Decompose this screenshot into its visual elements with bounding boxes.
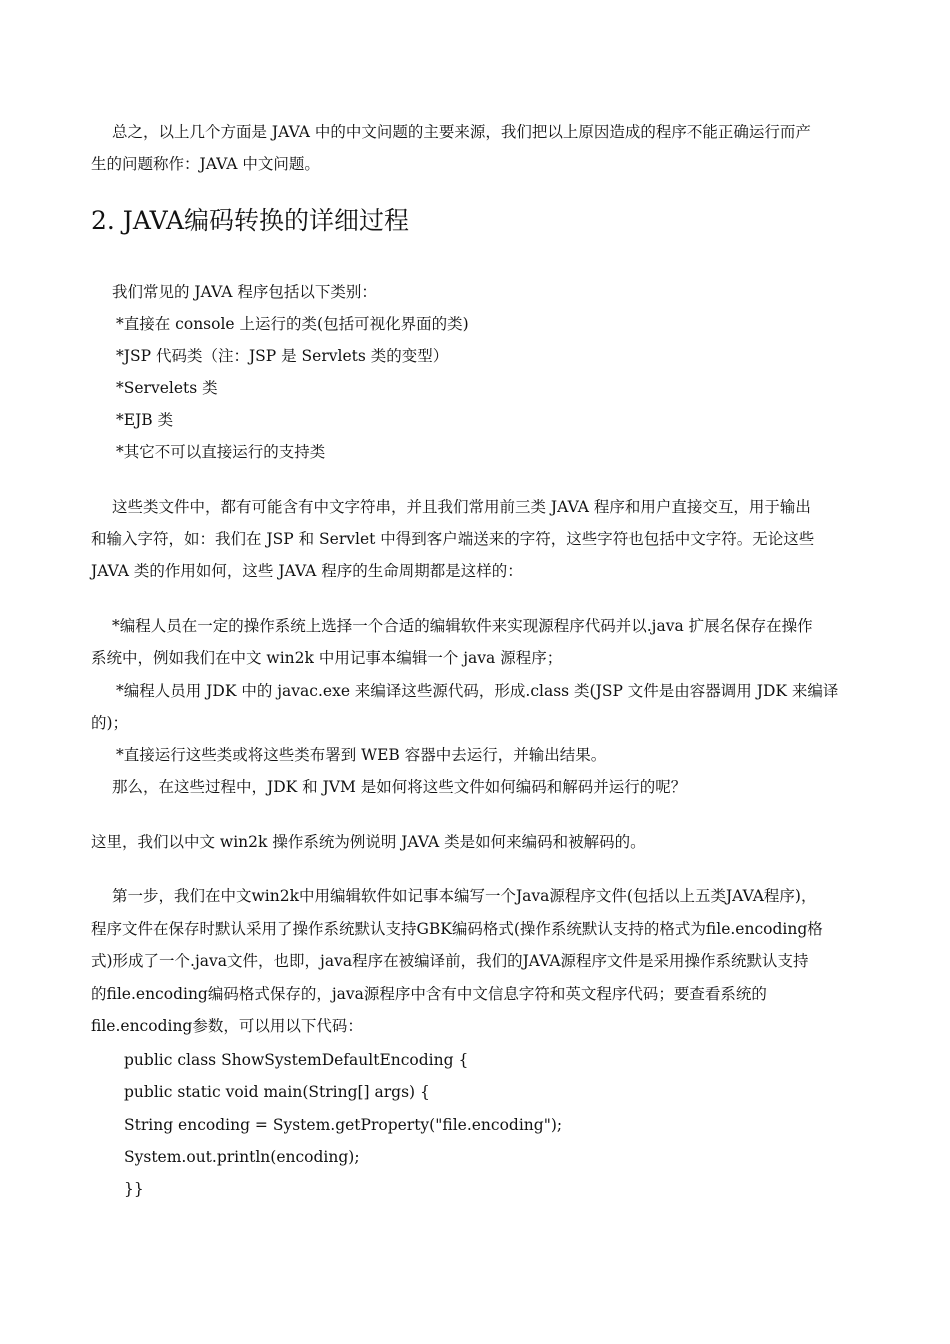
lifecycle-step-3: *直接运行这些类或将这些类布署到 WEB 容器中去运行，并输出结果。 — [116, 746, 607, 764]
code-line: String encoding = System.getProperty("file.encoding"); — [124, 1116, 563, 1134]
program-type-item: *Servelets 类 — [116, 379, 218, 397]
paragraph-4-line-5: file.encoding参数，可以用以下代码： — [91, 1017, 363, 1035]
code-line: System.out.println(encoding); — [124, 1148, 360, 1166]
program-type-item: *JSP 代码类（注：JSP 是 Servlets 类的变型） — [116, 347, 449, 365]
paragraph-4-line-2: 程序文件在保存时默认采用了操作系统默认支持GBK编码格式(操作系统默认支持的格式为file.encoding格 — [91, 920, 823, 938]
lifecycle-step-2-line-2: 的)； — [91, 714, 129, 732]
section-heading: 2. JAVA编码转换的详细过程 — [91, 206, 410, 235]
program-type-item: *直接在 console 上运行的类(包括可视化界面的类) — [116, 315, 469, 333]
paragraph-2-line-3: JAVA 类的作用如何，这些 JAVA 程序的生命周期都是这样的： — [91, 562, 523, 580]
lifecycle-step-1-line-2: 系统中，例如我们在中文 win2k 中用记事本编辑一个 java 源程序； — [91, 649, 563, 667]
paragraph-4-line-4: 的file.encoding编码格式保存的，java源程序中含有中文信息字符和英文程序代码；要查看系统的 — [91, 985, 767, 1003]
program-types-intro: 我们常见的 JAVA 程序包括以下类别： — [112, 283, 377, 301]
code-line: }} — [124, 1180, 144, 1198]
paragraph-3: 这里，我们以中文 win2k 操作系统为例说明 JAVA 类是如何来编码和被解码的。 — [91, 833, 646, 851]
lifecycle-question: 那么，在这些过程中，JDK 和 JVM 是如何将这些文件如何编码和解码并运行的呢？ — [112, 778, 687, 796]
paragraph-4-line-3: 式)形成了一个.java文件，也即，java程序在被编译前，我们的JAVA源程序文件是采用操作系统默认支持 — [91, 952, 809, 970]
program-type-item: *EJB 类 — [116, 411, 174, 429]
paragraph-1-line-1: 总之，以上几个方面是 JAVA 中的中文问题的主要来源，我们把以上原因造成的程序不能正确运行而产 — [112, 123, 811, 141]
paragraph-4-line-1: 第一步，我们在中文win2k中用编辑软件如记事本编写一个Java源程序文件(包括以上五类JAVA程序)， — [112, 887, 817, 905]
lifecycle-step-2-line-1: *编程人员用 JDK 中的 javac.exe 来编译这些源代码，形成.class 类(JSP 文件是由容器调用 JDK 来编译 — [116, 682, 839, 700]
paragraph-2-line-2: 和输入字符，如：我们在 JSP 和 Servlet 中得到客户端送来的字符，这些字符也包括中文字符。无论这些 — [91, 530, 815, 548]
program-type-item: *其它不可以直接运行的支持类 — [116, 443, 326, 461]
lifecycle-step-1-line-1: *编程人员在一定的操作系统上选择一个合适的编辑软件来实现源程序代码并以.java 扩展名保存在操作 — [112, 617, 813, 635]
code-line: public class ShowSystemDefaultEncoding { — [124, 1051, 469, 1069]
paragraph-1-line-2: 生的问题称作：JAVA 中文问题。 — [91, 155, 320, 173]
code-line: public static void main(String[] args) { — [124, 1083, 430, 1101]
paragraph-2-line-1: 这些类文件中，都有可能含有中文字符串，并且我们常用前三类 JAVA 程序和用户直接交互，用于输出 — [112, 498, 811, 516]
